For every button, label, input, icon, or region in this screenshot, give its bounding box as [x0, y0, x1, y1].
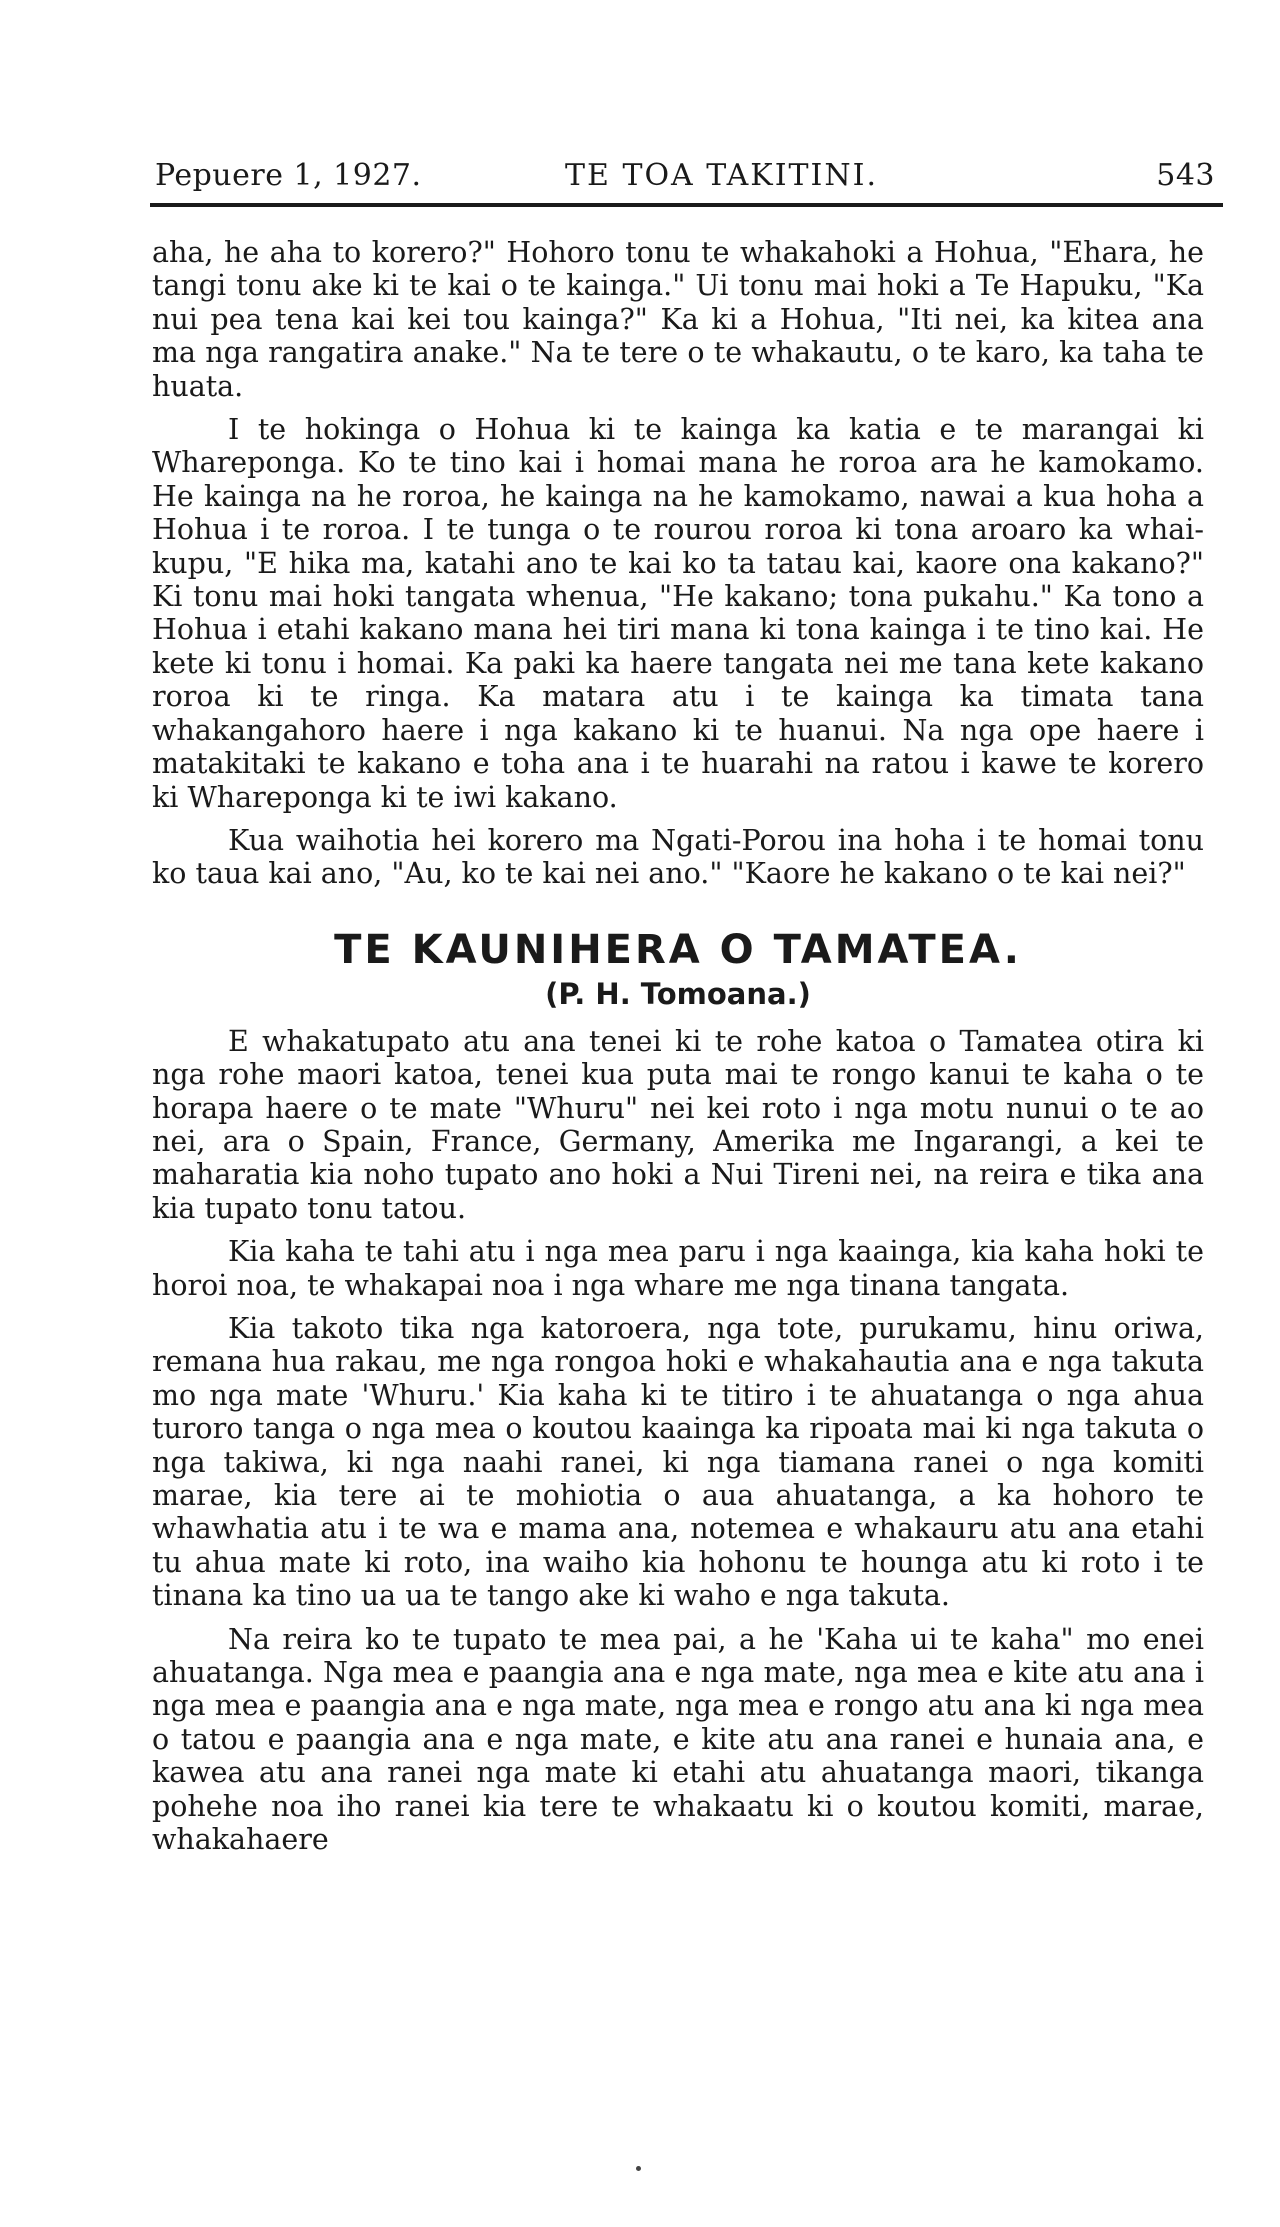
page-header [155, 158, 1215, 194]
paragraph: Kua waihotia hei korero ma Ngati-Porou ina hoha i te homai tonu ko taua kai ano, "Au, ko te kai nei ano." "Kaore he kakano o te kai nei?" [152, 823, 1204, 891]
article-byline: (P. H. Tomoana.) [545, 976, 811, 1011]
footer-mark [636, 2166, 641, 2171]
header-publication-title: TE TOA TAKITINI. [565, 158, 879, 193]
article-paragraph: Kia takoto tika nga katoroera, nga tote, purukamu, hinu oriwa, remana hua rakau, me nga rongoa hoki e whakahautia ana e nga takuta mo nga mate 'Whuru.' Kia kaha ki te titiro i te ahuatanga o nga ahua turoro tanga o nga mea o koutou kaainga ka ripoata mai ki nga takuta o nga takiwa, ki nga naahi ranei, ki nga tiamana ranei o nga komiti marae, kia tere ai te mohiotia o aua ahuatanga, a ka hohoro te whawhatia atu i te wa e mama ana, notemea e whakauru atu ana etahi tu ahua mate ki roto, ina waiho kia hohonu te hounga atu ki roto i te tinana ka tino ua ua te tango ake ki waho e nga takuta. [152, 1311, 1204, 1613]
paragraph-continued: aha, he aha to korero?" Hohoro tonu te whakahoki a Hohua, "Ehara, he tangi tonu ake ki te kai o te kainga." Ui tonu mai hoki a Te Hapuku, "Ka nui pea tena kai kei tou kainga?" Ka ki a Hohua, "Iti nei, ka kitea ana ma nga rangatira anake." Na te tere o te whakautu, o te karo, ka taha te huata. [152, 236, 1204, 403]
text-column [152, 236, 1204, 1856]
header-page-number: 543 [1156, 158, 1215, 193]
article-paragraph: Kia kaha te tahi atu i nga mea paru i nga kaainga, kia kaha hoki te horoi noa, te whakapai noa i nga whare me nga tinana tangata. [152, 1235, 1204, 1302]
article-paragraph: Na reira ko te tupato te mea pai, a he 'Kaha ui te kaha" mo enei ahuatanga. Nga mea e paangia ana e nga mate, nga mea e kite atu ana i nga mea e paangia ana e nga mate, nga mea e rongo atu ana ki nga mea o tatou e paangia ana e nga mate, e kite atu ana ranei e hunaia ana, e kawea atu ana ranei nga mate ki etahi atu ahuatanga maori, tikanga pohehe noa iho ranei kia tere te whakaatu ki o koutou komiti, marae, whakahaere [152, 1622, 1204, 1857]
header-date: Pepuere 1, 1927. [155, 158, 422, 193]
paragraph: I te hokinga o Hohua ki te kainga ka katia e te marangai ki Whareponga. Ko te tino kai i homai mana he roroa ara he kamokamo. He kainga na he roroa, he kainga na he kamokamo, nawai a kua hoha a Hohua i te roroa. I te tunga o te rourou roroa ki tona aroaro ka whai-kupu, "E hika ma, katahi ano te kai ko ta tatau kai, kaore ona kakano?" Ki tonu mai hoki tangata whenua, "He kakano; tona pukahu." Ka tono a Hohua i etahi kakano mana hei tiri mana ki tona kainga i te tino kai. He kete ki tonu i homai. Ka paki ka haere tangata nei me tana kete kakano roroa ki te ringa. Ka matara atu i te kainga ka timata tana whakangahoro haere i nga kakano ki te huanui. Na nga ope haere i matakitaki te kakano e toha ana i te huarahi na ratou i kawe te korero ki Whareponga ki te iwi kakano. [152, 413, 1204, 814]
article-paragraph: E whakatupato atu ana tenei ki te rohe katoa o Tamatea otira ki nga rohe maori katoa, tenei kua puta mai te rongo kanui te kaha o te horapa haere o te mate "Whuru" nei kei roto i nga motu nunui o te ao nei, ara o Spain, France, Germany, Amerika me Ingarangi, a kei te maharatia kia noho tupato ano hoki a Nui Tireni nei, na reira e tika ana kia tupato tonu tatou. [152, 1024, 1204, 1225]
article-title: TE KAUNIHERA O TAMATEA. [334, 926, 1022, 973]
header-rule [150, 203, 1223, 207]
